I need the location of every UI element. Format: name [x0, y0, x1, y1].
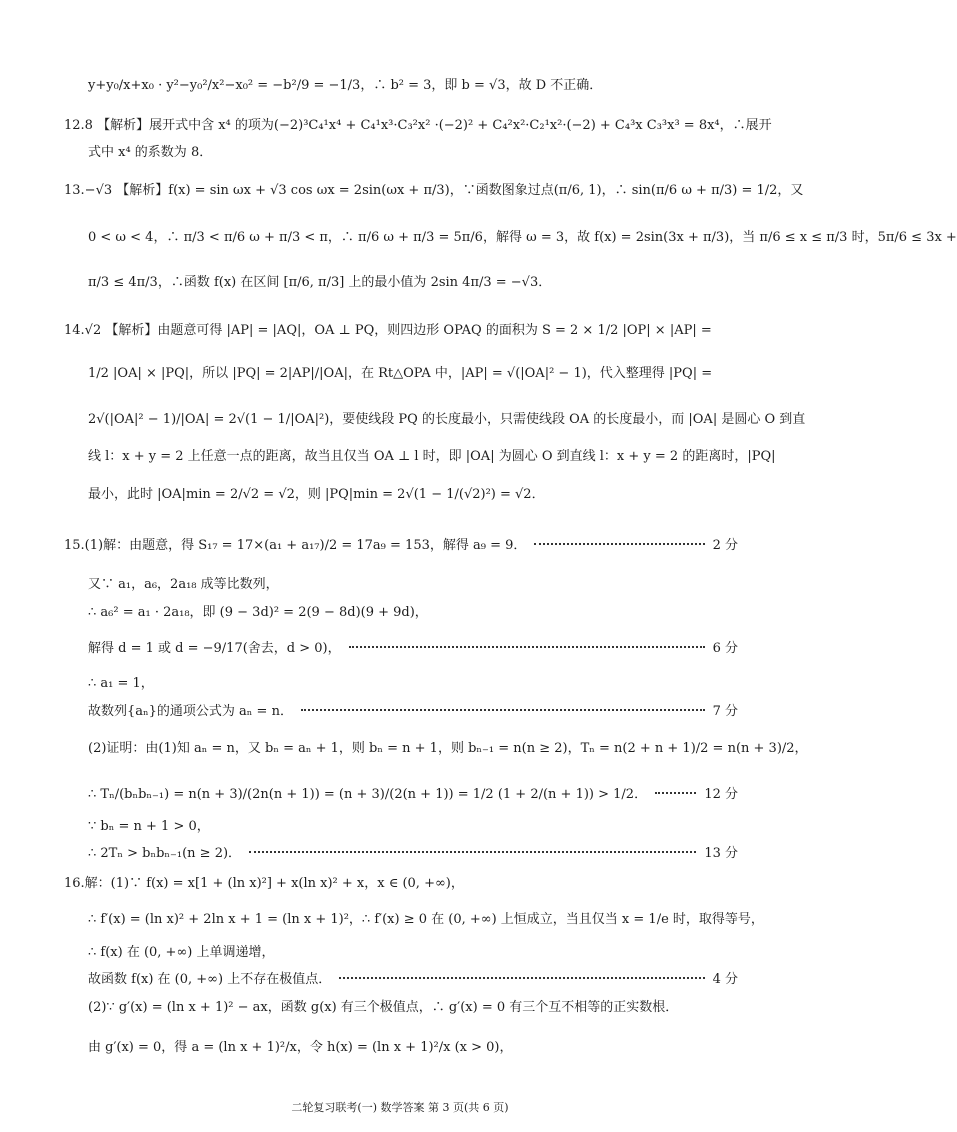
line-l12: 15.(1)解：由题意，得 S₁₇ = 17×(a₁ + a₁₇)/2 = 17a₉ = 153，解得 a₉ = 9． 2 分	[64, 538, 738, 553]
dot-leader	[534, 543, 704, 545]
line-l08: 1/2 |OA| × |PQ|，所以 |PQ| = 2|AP|/|OA|，在 Rt△OPA 中，|AP| = √(|OA|² − 1)，代入整理得 |PQ| =	[88, 366, 713, 381]
line-l26: (2)∵ g′(x) = (ln x + 1)² − ax，函数 g(x) 有三个极值点，∴ g′(x) = 0 有三个互不相等的正实数根．	[88, 1000, 679, 1015]
line-l13: 又∵ a₁，a₆，2a₁₈ 成等比数列，	[88, 577, 279, 592]
score-mark: 6 分	[712, 641, 738, 656]
line-l27: 由 g′(x) = 0，得 a = (ln x + 1)²/x，令 h(x) = (ln x + 1)²/x (x > 0)，	[88, 1040, 513, 1055]
line-l03: 式中 x⁴ 的系数为 8．	[88, 145, 213, 160]
line-l05: 0 < ω < 4，∴ π/3 < π/6 ω + π/3 < π，∴ π/6 ω + π/3 = 5π/6，解得 ω = 3，故 f(x) = 2sin(3x + π/3)，当 π/6 ≤ x ≤ π/3 时，5π/6 ≤ 3x +	[88, 230, 957, 245]
line-l20: ∵ bₙ = n + 1 > 0，	[88, 819, 210, 834]
line-l23: ∴ f′(x) = (ln x)² + 2ln x + 1 = (ln x + 1)²，∴ f′(x) ≥ 0 在 (0, +∞) 上恒成立，当且仅当 x = 1/e 时，取得等号，	[88, 912, 764, 927]
line-l19: ∴ Tₙ/(bₙbₙ₋₁) = n(n + 3)/(2n(n + 1)) = (n + 3)/(2(n + 1)) = 1/2 (1 + 2/(n + 1)) > 1/2． 12 分	[88, 787, 738, 802]
dot-leader	[349, 646, 705, 648]
dot-leader	[655, 792, 696, 794]
score-mark: 2 分	[712, 538, 738, 553]
line-l04: 13.−√3 【解析】f(x) = sin ωx + √3 cos ωx = 2sin(ωx + π/3)，∵函数图象过点(π/6, 1)，∴ sin(π/6 ω + π/3) = 1/2，又	[64, 183, 804, 198]
line-l09: 2√(|OA|² − 1)/|OA| = 2√(1 − 1/|OA|²)，要使线段 PQ 的长度最小，只需使线段 OA 的长度最小，而 |OA| 是圆心 O 到直	[88, 412, 806, 427]
line-l02: 12.8 【解析】展开式中含 x⁴ 的项为(−2)³C₄¹x⁴ + C₄¹x³·C₃²x² ·(−2)² + C₄²x²·C₂¹x²·(−2) + C₄³x C₃³x³ = 8x⁴，∴展开	[64, 118, 772, 133]
line-l10: 线 l：x + y = 2 上任意一点的距离，故当且仅当 OA ⊥ l 时，即 |OA| 为圆心 O 到直线 l：x + y = 2 的距离时，|PQ|	[88, 449, 776, 464]
score-mark: 12 分	[704, 787, 738, 802]
line-l11: 最小，此时 |OA|min = 2/√2 = √2，则 |PQ|min = 2√(1 − 1/(√2)²) = √2．	[88, 487, 545, 502]
line-l16: ∴ a₁ = 1，	[88, 676, 154, 691]
page-footer: 二轮复习联考(一) 数学答案 第 3 页(共 6 页)	[291, 1101, 509, 1114]
dot-leader	[249, 851, 696, 853]
score-mark: 4 分	[712, 972, 738, 987]
dot-leader	[339, 977, 704, 979]
score-mark: 13 分	[704, 846, 738, 861]
line-l24: ∴ f(x) 在 (0, +∞) 上单调递增，	[88, 945, 275, 960]
line-l01: y+y₀/x+x₀ · y²−y₀²/x²−x₀² = −b²/9 = −1/3，∴ b² = 3，即 b = √3，故 D 不正确．	[88, 78, 603, 93]
line-l18: (2)证明：由(1)知 aₙ = n，又 bₙ = aₙ + 1，则 bₙ = n + 1，则 bₙ₋₁ = n(n ≥ 2)，Tₙ = n(2 + n + 1)/2 = n(n + 3)/2，	[88, 741, 808, 756]
line-l22: 16.解：(1)∵ f(x) = x[1 + (ln x)²] + x(ln x)² + x，x ∈ (0, +∞)，	[64, 876, 464, 891]
line-l06: π/3 ≤ 4π/3，∴函数 f(x) 在区间 [π/6, π/3] 上的最小值为 2sin 4π/3 = −√3．	[88, 275, 552, 290]
score-mark: 7 分	[712, 704, 738, 719]
line-l21: ∴ 2Tₙ > bₙbₙ₋₁(n ≥ 2)． 13 分	[88, 846, 738, 861]
line-l07: 14.√2 【解析】由题意可得 |AP| = |AQ|，OA ⊥ PQ，则四边形 OPAQ 的面积为 S = 2 × 1/2 |OP| × |AP| =	[64, 323, 712, 338]
dot-leader	[301, 709, 705, 711]
line-l17: 故数列{aₙ}的通项公式为 aₙ = n． 7 分	[88, 704, 738, 719]
line-l14: ∴ a₆² = a₁ · 2a₁₈，即 (9 − 3d)² = 2(9 − 8d)(9 + 9d)，	[88, 605, 428, 620]
line-l25: 故函数 f(x) 在 (0, +∞) 上不存在极值点． 4 分	[88, 972, 738, 987]
line-l15: 解得 d = 1 或 d = −9/17(舍去，d > 0)， 6 分	[88, 641, 738, 656]
